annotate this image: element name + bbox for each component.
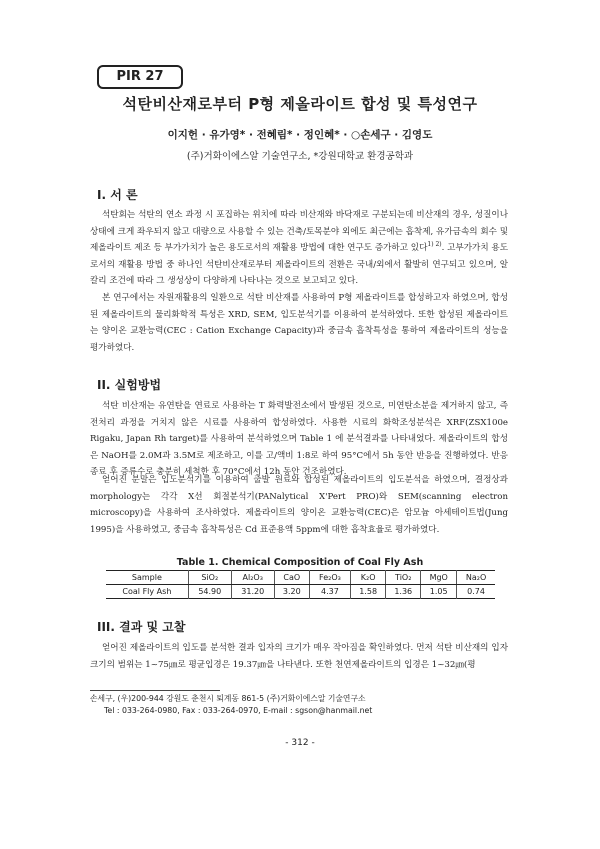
table-header-cell: Fe₂O₃	[309, 571, 350, 585]
table-header-cell: SiO₂	[188, 571, 231, 585]
author-list: 이지헌 · 유가영* · 전혜림* · 정인혜* · ○손세구 · 김영도	[167, 129, 433, 141]
table-header-row	[106, 571, 495, 585]
intro-text-1b: . 고부가가치 용도로서의 재활용 방법 중 하나인 석탄비산재로부터 제올라이트의 전환은 국내/외에서 활발히 연구되고 있으며, 알칼리 조건에 따라 그 생성상이 다양하게 나타나는 것으로 보고되고 있다.	[90, 243, 508, 286]
table-header-cell: Na₂O	[457, 571, 495, 585]
intro-text-1a: 석탄회는 석탄의 연소 과정 시 포집하는 위치에 따라 비산재와 바닥재로 구분되는데 비산재의 경우, 성질이나 상태에 크게 좌우되지 않고 대량으로 사용할 수 있는 건축/토목분야 외에도 최근에는 흡착제, 유가금속의 회수 및 제올라이트 제조 등 부가가치가 높은 용도로서의 재활용 방법에 대한 연구도 증가하고 있다	[90, 210, 508, 253]
methods-text-1: 석탄 비산재는 유연탄을 연료로 사용하는 T 화력발전소에서 발생된 것으로, 미연탄소분을 제거하지 않고, 즉 전처리 과정을 거치지 않은 시료를 사용하여 합성하였다. 사용한 시료의 화학조성분석은 XRF(ZSX100e Rigaku, Japan Rh target)를 사용하여 분석하였으며 Table 1 에 분석결과를 나타내었다. 제올라이트의 합성은 NaOH를 2.0M과 3.5M로 제조하고, 이를 고/액비 1:8로 하여 95°C에서 5h 동안 반응을 진행하였다. 반응 종료 후 증류수로 충분히 세척한 후 70°C에서 12h 동안 건조하였다.	[90, 401, 508, 477]
table-cell: 1.36	[386, 585, 421, 599]
methods-text-2: 얻어진 분말은 입도분석기를 이용하여 출발 원료와 합성된 제올라이트의 입도분석을 하였으며, 결정상과 morphology는 각각 X선 회절분석기(PANalytical X'Pert PRO)와 SEM(scanning electron microscopy)을 사용하여 조사하였다. 제올라이트의 양이온 교환능력(CEC)은 암모늄 아세테이트법(Jung 1995)을 사용하였고, 중금속 흡착특성은 Cd 표준용액 5ppm에 대한 흡착효율로 평가하였다.	[90, 475, 508, 535]
table-header-cell: MgO	[421, 571, 457, 585]
chemical-composition-table	[106, 570, 495, 599]
table-cell: 3.20	[274, 585, 309, 599]
results-paragraph-1	[90, 640, 508, 673]
table-cell: 1.58	[351, 585, 386, 599]
methods-paragraph-1	[90, 398, 508, 481]
intro-paragraph-1	[90, 207, 508, 290]
table-header-cell: CaO	[274, 571, 309, 585]
table-caption: Table 1. Chemical Composition of Coal Fly Ash	[176, 557, 424, 568]
session-badge: PIR 27	[97, 65, 183, 89]
footnote-contact: Tel : 033-264-0980, Fax : 033-264-0970, E-mail : sgson@hanmail.net	[104, 706, 373, 715]
table-header-cell: Sample	[106, 571, 188, 585]
table-header-cell: TiO₂	[386, 571, 421, 585]
section-heading-introduction: I. 서 론	[97, 188, 138, 202]
table-header-cell: K₂O	[351, 571, 386, 585]
intro-paragraph-2	[90, 290, 508, 356]
results-text-1: 얻어진 제올라이트의 입도를 분석한 결과 입자의 크기가 매우 작아짐을 확인하였다. 먼저 석탄 비산재의 입자크기의 범위는 1~75㎛로 평균입경은 19.37㎛을 나타낸다. 또한 천연제올라이트의 입경은 1~32㎛(평	[90, 643, 508, 670]
citation-marker: 1) 2)	[427, 241, 442, 249]
table-cell: 4.37	[309, 585, 350, 599]
table-header-cell: Al₂O₃	[231, 571, 274, 585]
section-heading-methods: II. 실험방법	[97, 378, 162, 392]
table-row	[106, 585, 495, 599]
table-cell: 0.74	[457, 585, 495, 599]
section-heading-results: III. 결과 및 고찰	[97, 620, 186, 634]
page-number: - 312 -	[285, 738, 315, 748]
footnote-divider	[90, 690, 220, 691]
footnote-address: 손세구, (우)200-944 강원도 춘천시 퇴계동 861-5 (주)거화이에스알 기술연구소	[90, 694, 366, 703]
affiliation: (주)거화이에스알 기술연구소, *강원대학교 환경공학과	[186, 151, 414, 162]
table-cell: Coal Fly Ash	[122, 587, 172, 596]
intro-text-2: 본 연구에서는 자원재활용의 일환으로 석탄 비산재를 사용하여 P형 제올라이트를 합성하고자 하였으며, 합성된 제올라이트의 물리화학적 특성은 XRD, SEM, 입도분석기를 이용하여 분석하였다. 또한 합성된 제올라이트는 양이온 교환능력(CEC : Cation Exchange Capacity)과 중금속 흡착특성을 통하여 제올라이트의 성능을 평가하였다.	[90, 293, 508, 353]
table-cell: 54.90	[188, 585, 231, 599]
paper-title: 석탄비산재로부터 P형 제올라이트 합성 및 특성연구	[122, 95, 478, 113]
methods-paragraph-2	[90, 472, 508, 538]
table-cell: 1.05	[421, 585, 457, 599]
table-cell: 31.20	[231, 585, 274, 599]
